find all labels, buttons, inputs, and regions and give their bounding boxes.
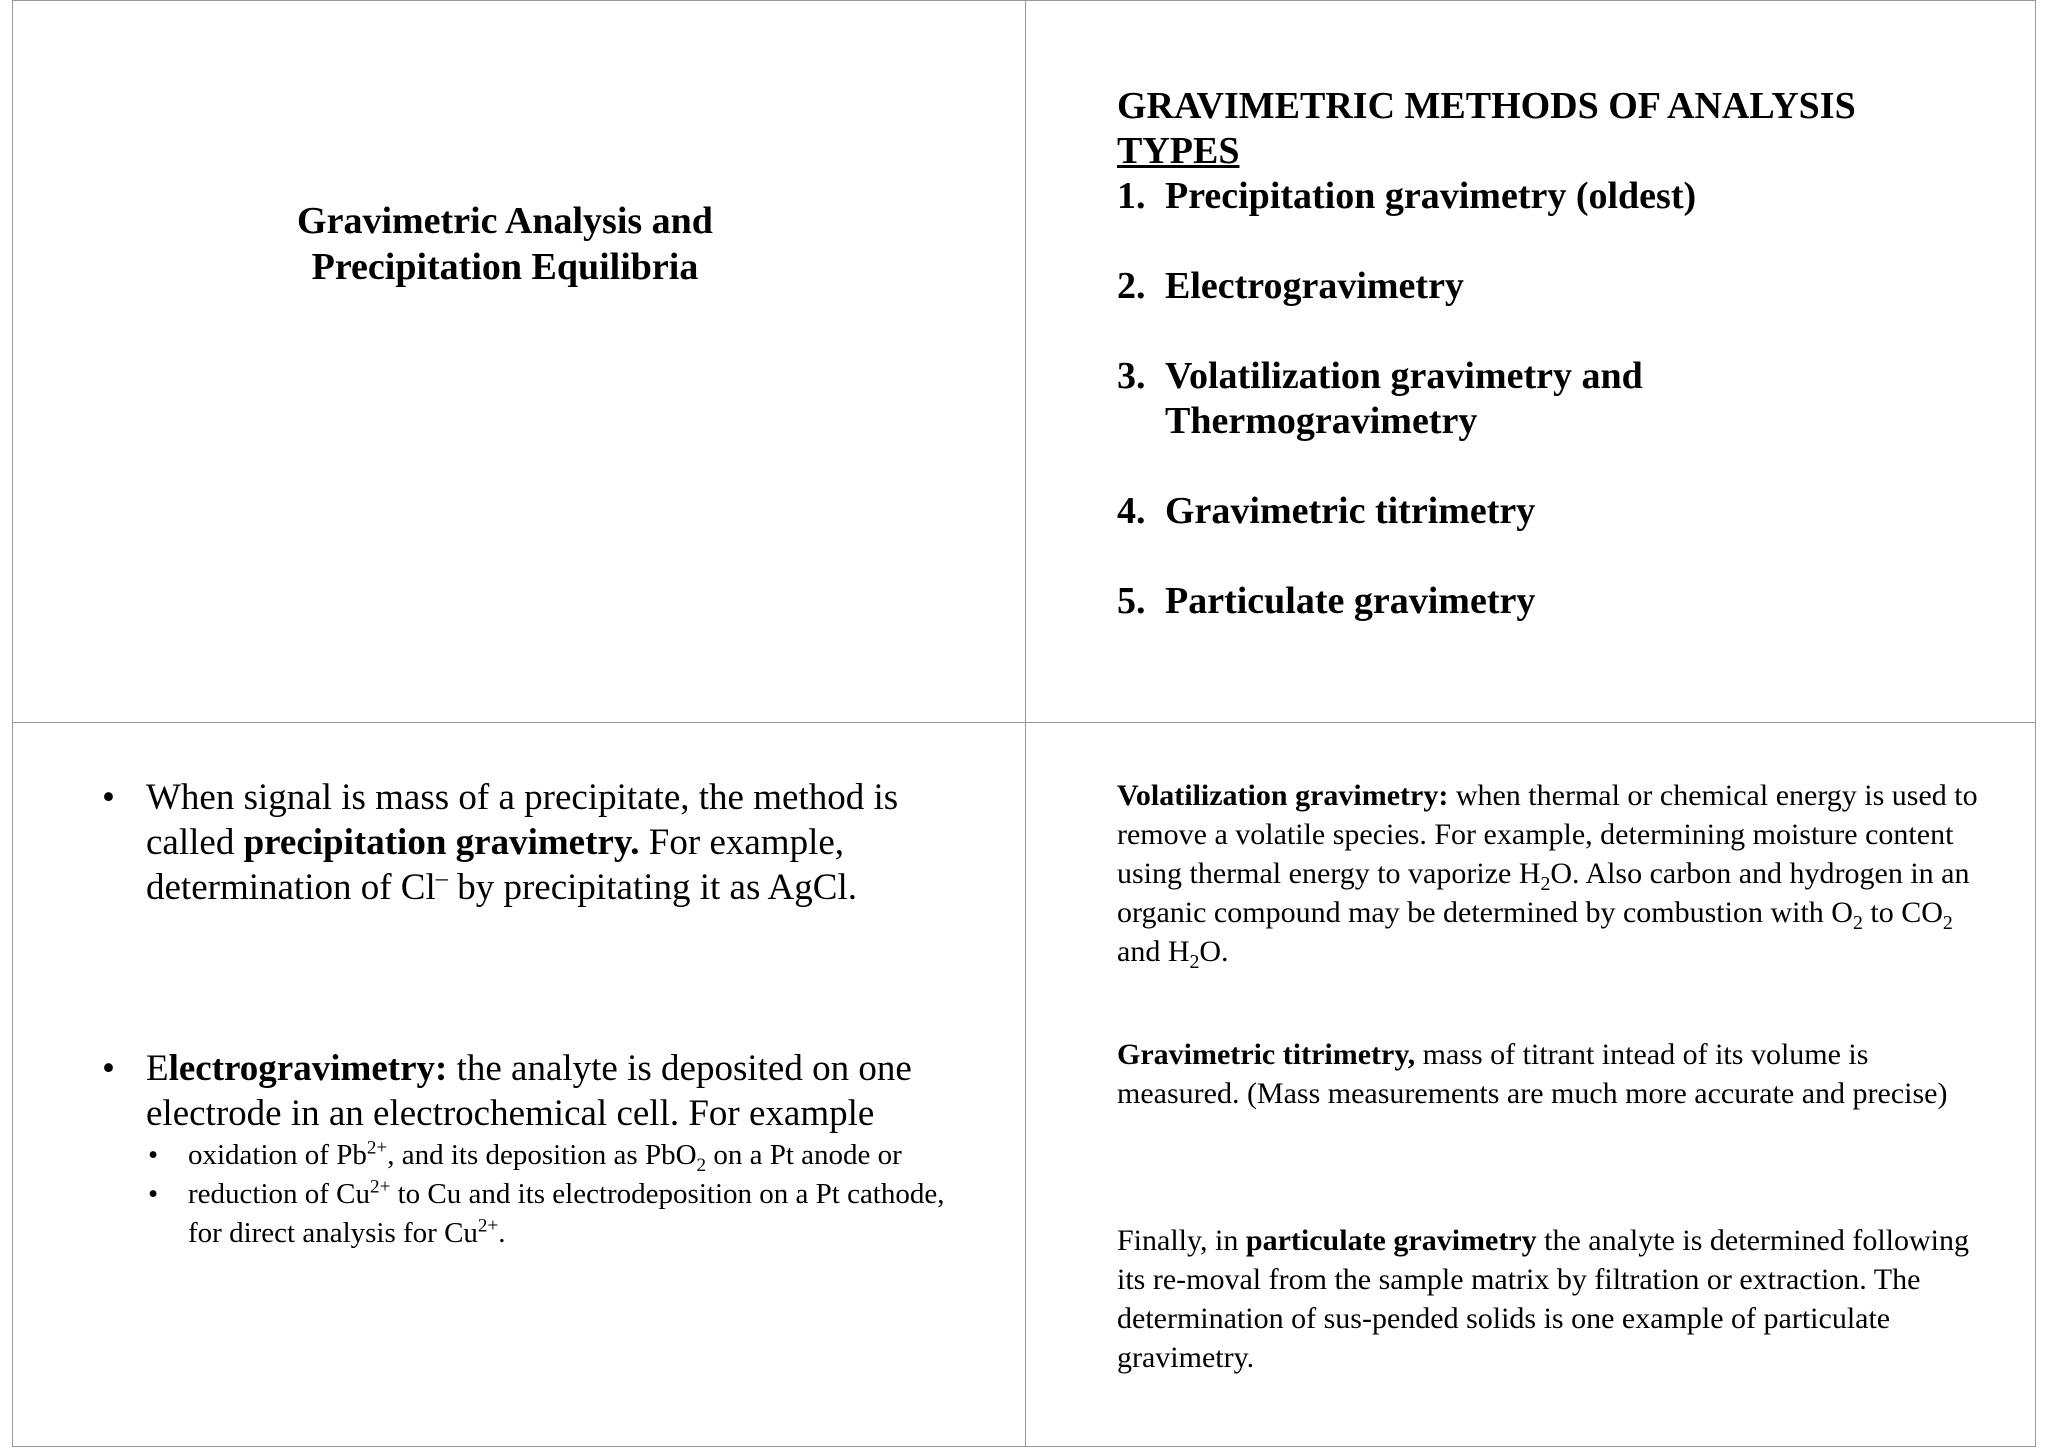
text: the analyte is deposited on one electrode in an electrochemical cell. For example xyxy=(146,1048,912,1134)
text: to CO xyxy=(1862,896,1943,929)
types-heading: GRAVIMETRIC METHODS OF ANALYSIS xyxy=(1117,85,1856,127)
types-list-item xyxy=(1117,579,1997,624)
item-label-line2: Thermogravimetry xyxy=(1165,400,1478,442)
types-list xyxy=(1117,174,1997,624)
subscript: 2 xyxy=(1540,873,1551,895)
item-number: 3. xyxy=(1117,355,1146,397)
title-line-2: Precipitation Equilibria xyxy=(311,246,699,288)
bullet-icon: • xyxy=(148,1178,159,1210)
bold-term: precipitation gravimetry. xyxy=(243,822,640,863)
types-subheading: TYPES xyxy=(1117,130,1240,172)
paragraph-particulate xyxy=(1117,1221,1997,1377)
types-list-item xyxy=(1117,489,1997,534)
bold-term: Volatilization gravimetry: xyxy=(1117,779,1449,812)
paragraph-titrimetry xyxy=(1117,1035,1997,1113)
sub-bullet-oxidation xyxy=(100,1136,960,1175)
text: by precipitating it as AgCl. xyxy=(447,867,857,908)
item-number: 5. xyxy=(1117,580,1146,622)
text: mass of titrant intead of its volume is measured. (Mass measurements are much more accurate and precise) xyxy=(1117,1038,1948,1110)
bold-term: lectrogravimetry: xyxy=(168,1048,448,1089)
subscript: 2 xyxy=(1942,912,1953,934)
superscript: 2+ xyxy=(366,1137,388,1159)
item-label: Gravimetric titrimetry xyxy=(1165,490,1536,532)
item-label: Volatilization gravimetry and xyxy=(1165,355,1643,397)
bullet-icon: • xyxy=(148,1139,159,1171)
text: O. Also carbon and hydrogen in an organic compound may be determined by combustion with O xyxy=(1117,857,1970,929)
text: on a Pt anode or xyxy=(706,1139,902,1171)
text: For example, determination of Cl xyxy=(146,822,845,908)
text: Finally, in xyxy=(1117,1224,1246,1257)
bullet-icon: • xyxy=(102,1048,115,1089)
text: reduction of Cu xyxy=(188,1178,371,1210)
text: . xyxy=(498,1217,506,1249)
superscript: 2+ xyxy=(370,1176,391,1198)
bullet-icon: • xyxy=(102,777,115,818)
subscript: 2 xyxy=(696,1154,707,1176)
bold-term: particulate gravimetry xyxy=(1245,1224,1537,1257)
text: E xyxy=(146,1048,169,1089)
bullet-electrogravimetry xyxy=(100,1046,960,1136)
slide1-title xyxy=(150,198,860,290)
bullet-precipitation xyxy=(100,775,960,910)
item-number: 1. xyxy=(1117,175,1146,217)
slide3-bullet-precipitation xyxy=(100,775,960,910)
subscript: 2 xyxy=(1852,912,1863,934)
types-list-item xyxy=(1117,174,1997,219)
vertical-divider xyxy=(1025,0,1026,1447)
text: oxidation of Pb xyxy=(188,1139,367,1171)
paragraph-volatilization xyxy=(1117,776,1997,971)
text: the analyte is determined following its re-moval from the sample matrix by filtration or extraction. The determination of sus-pended solids is one example of particulate gravimetry. xyxy=(1117,1224,1970,1374)
subscript: 2 xyxy=(1189,951,1200,973)
text: when thermal or chemical energy is used to remove a volatile species. For example, determining moisture content using thermal energy to vaporize H xyxy=(1117,779,1978,890)
slide2-types xyxy=(1117,84,1997,669)
text: When signal is mass of a precipitate, the method is called xyxy=(146,777,899,863)
sub-bullet-reduction xyxy=(100,1175,960,1253)
bold-term: Gravimetric titrimetry, xyxy=(1117,1038,1416,1071)
horizontal-divider xyxy=(12,722,2036,723)
text: O. xyxy=(1199,935,1229,968)
superscript: 2+ xyxy=(477,1215,499,1237)
item-label: Particulate gravimetry xyxy=(1165,580,1536,622)
item-label: Precipitation gravimetry (oldest) xyxy=(1165,175,1697,217)
types-list-item xyxy=(1117,264,1997,309)
title-line-1: Gravimetric Analysis and xyxy=(297,200,713,242)
slide3-bullet-electrogravimetry xyxy=(100,1046,960,1253)
superscript: – xyxy=(435,864,448,892)
item-number: 4. xyxy=(1117,490,1146,532)
types-list-item xyxy=(1117,354,1997,444)
text: , and its deposition as PbO xyxy=(387,1139,697,1171)
item-number: 2. xyxy=(1117,265,1146,307)
item-label: Electrogravimetry xyxy=(1165,265,1464,307)
text: and H xyxy=(1117,935,1190,968)
text: to Cu and its electrodeposition on a Pt cathode, for direct analysis for Cu xyxy=(188,1178,945,1249)
